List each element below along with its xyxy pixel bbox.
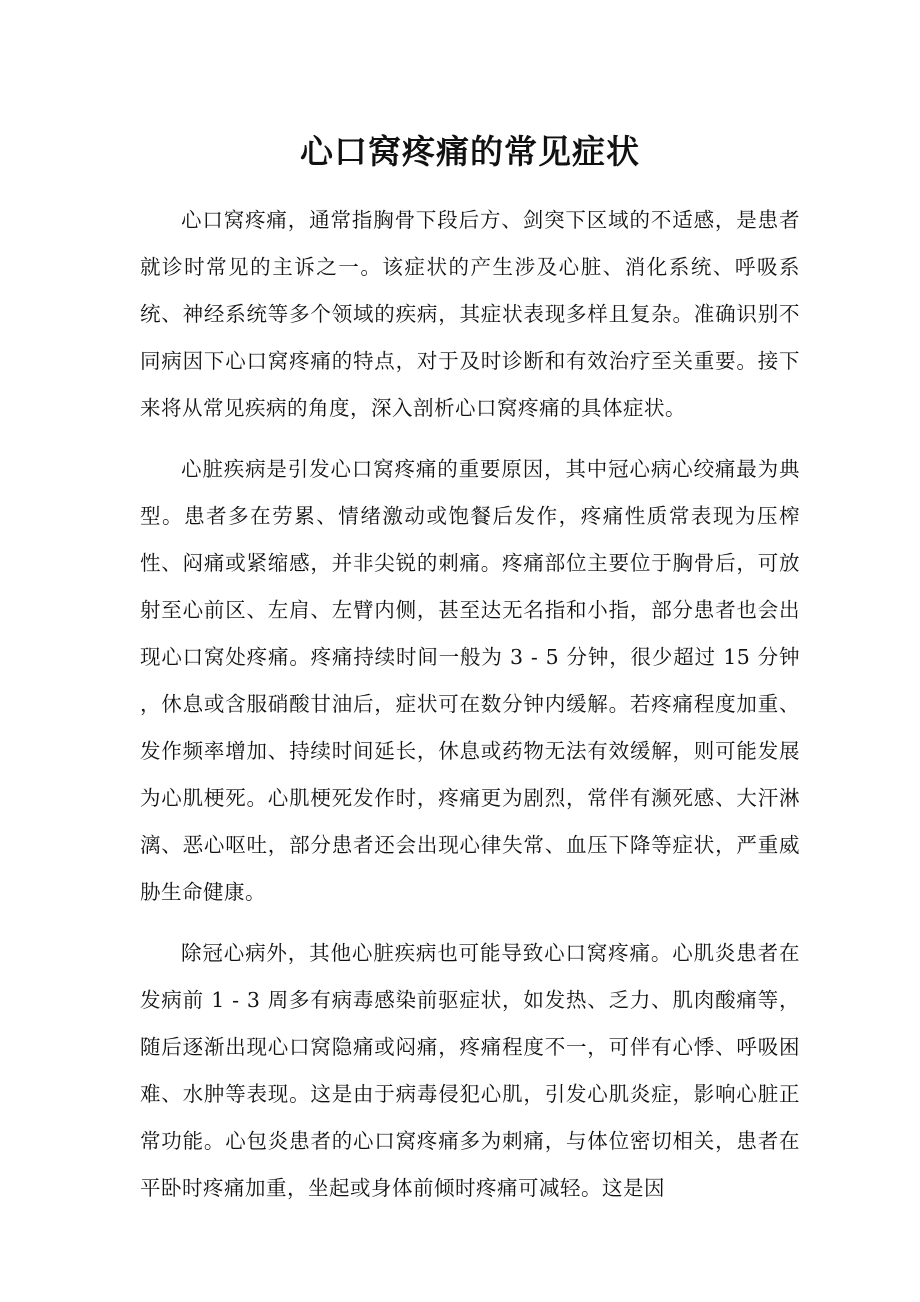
paragraph-other-heart-disease: 除冠心病外，其他心脏疾病也可能导致心口窝疼痛。心肌炎患者在发病前 1 - 3 周多有病毒感染前驱症状，如发热、乏力、肌肉酸痛等，随后逐渐出现心口窝隐痛或闷痛，疼痛程度不一，可伴有心悸、呼吸困难、水肿等表现。这是由于病毒侵犯心肌，引发心肌炎症，影响心脏正常功能。心包炎患者的心口窝疼痛多为刺痛，与体位密切相关，患者在平卧时疼痛加重，坐起或身体前倾时疼痛可减轻。这是因	[140, 941, 800, 1200]
paragraph-heart-disease: 心脏疾病是引发心口窝疼痛的重要原因，其中冠心病心绞痛最为典型。患者多在劳累、情绪激动或饱餐后发作，疼痛性质常表现为压榨性、闷痛或紧缩感，并非尖锐的刺痛。疼痛部位主要位于胸骨后，可放射至心前区、左肩、左臂内侧，甚至达无名指和小指，部分患者也会出现心口窝处疼痛。疼痛持续时间一般为 3 - 5 分钟，很少超过 15 分钟 ，休息或含服硝酸甘油后，症状可在数分钟内缓解。若疼痛程度加重、发作频率增加、持续时间延长，休息或药物无法有效缓解，则可能发展为心肌梗死。心肌梗死发作时，疼痛更为剧烈，常伴有濒死感、大汗淋漓、恶心呕吐，部分患者还会出现心律失常、血压下降等症状，严重威胁生命健康。	[140, 457, 800, 904]
paragraph-intro: 心口窝疼痛，通常指胸骨下段后方、剑突下区域的不适感，是患者就诊时常见的主诉之一。该症状的产生涉及心脏、消化系统、呼吸系统、神经系统等多个领域的疾病，其症状表现多样且复杂。准确识别不同病因下心口窝疼痛的特点，对于及时诊断和有效治疗至关重要。接下来将从常见疾病的角度，深入剖析心口窝疼痛的具体症状。	[140, 208, 800, 420]
document-title: 心口窝疼痛的常见症状	[300, 132, 640, 171]
